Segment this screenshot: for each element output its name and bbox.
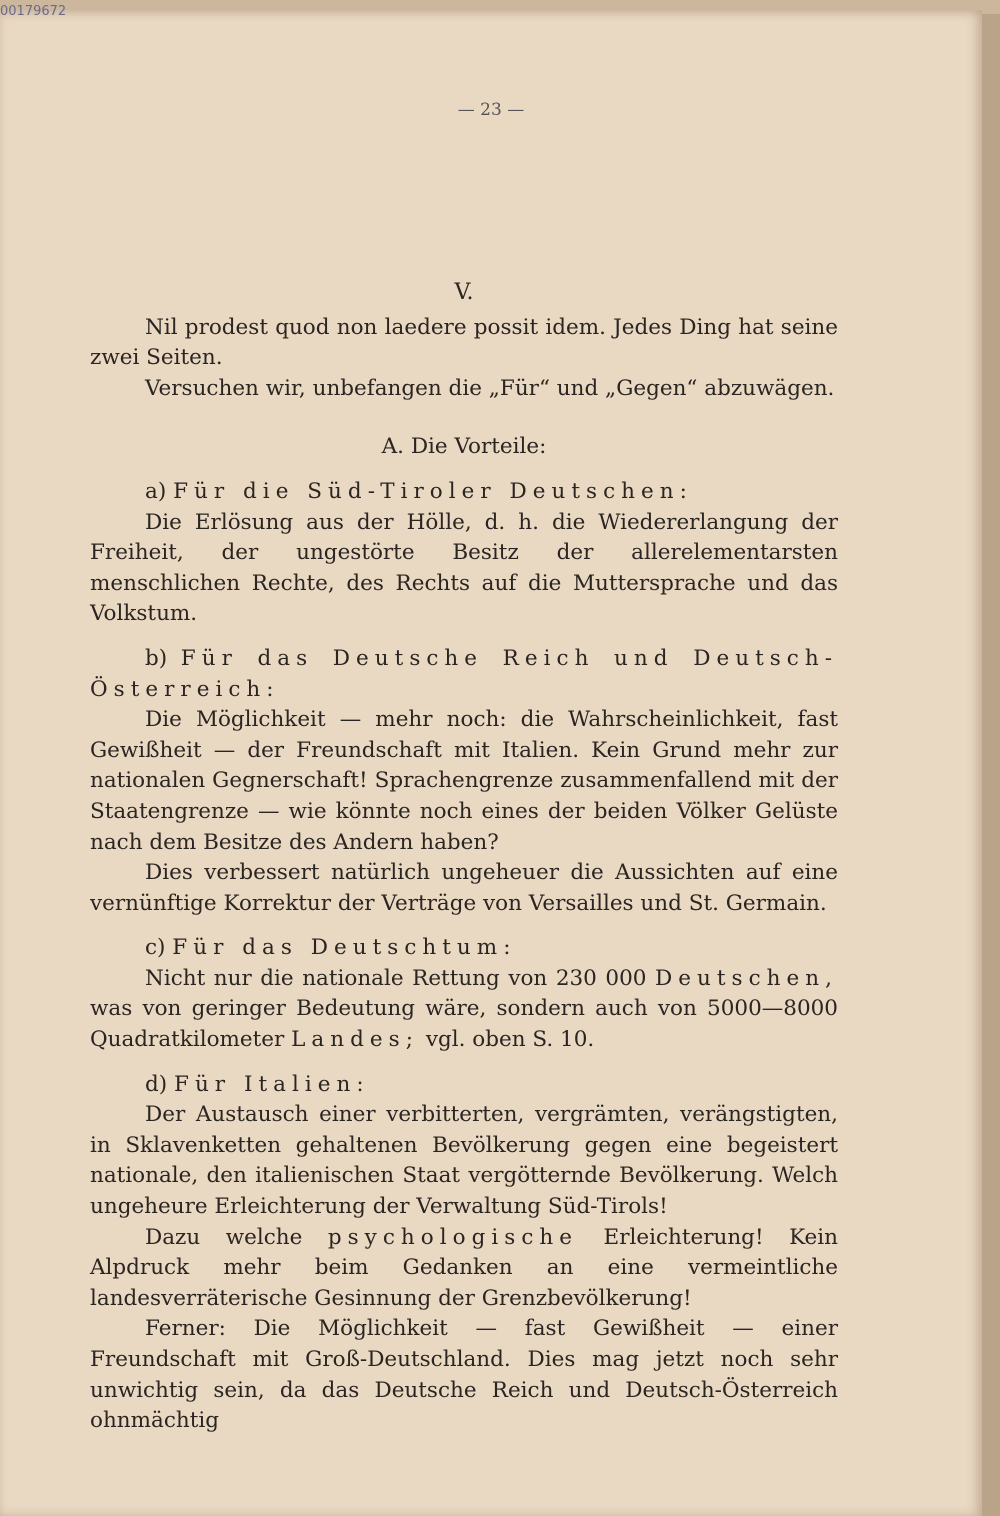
- subheading-d: d) Für Italien:: [145, 1071, 370, 1097]
- paragraph-b-2: Dies verbessert natürlich ungeheuer die Aussichten auf eine vernünftige Korrektur der Verträge von Versailles und St. Germain.: [90, 860, 838, 916]
- subheading-a: a) Für die Süd-Tiroler Deutschen:: [145, 478, 693, 504]
- paragraph-c-1: Nicht nur die nationale Rettung von 230 000 Deutschen, was von geringer Bedeutung wäre, sondern auch von 5000—8000 Quadratkilometer Landes; vgl. oben S. 10.: [90, 965, 838, 1053]
- intro-paragraph-2: Versuchen wir, unbefangen die „Für“ und „Gegen“ abzuwägen.: [145, 375, 835, 401]
- chapter-heading: V.: [454, 280, 474, 305]
- book-page: [0, 4, 982, 1516]
- intro-paragraph-1: Nil prodest quod non laedere possit idem. Jedes Ding hat seine zwei Seiten.: [90, 314, 838, 371]
- paragraph-a-1: Die Erlösung aus der Hölle, d. h. die Wiedererlangung der Freiheit, der ungestörte Besitz der allerelementarsten menschlichen Rechte, des Rechts auf die Muttersprache und das Volkstum.: [90, 509, 838, 627]
- subheading-b: b) Für das Deutsche Reich und Deutsch-Österreich:: [90, 645, 838, 702]
- page-number: — 23 —: [457, 100, 525, 120]
- page-text: [90, 278, 838, 1437]
- archive-id: 00179672: [0, 4, 67, 19]
- subheading-c: c) Für das Deutschtum:: [145, 935, 517, 961]
- paragraph-d-3: Ferner: Die Möglichkeit — fast Gewißheit — einer Freundschaft mit Groß-Deutschland. Dies mag jetzt noch sehr unwichtig sein, da das Deutsche Reich und Deutsch-Österreich ohnmächtig: [90, 1316, 838, 1434]
- paragraph-d-1: Der Austausch einer verbitterten, vergrämten, verängstigten, in Sklavenketten gehaltenen Bevölkerung gegen eine begeistert nationale, den italienischen Staat vergötternde Bevölkerung. Welch ungeheure Erleichterung der Verwaltung Süd-Tirols!: [90, 1102, 838, 1220]
- paragraph-d-2: Dazu welche psychologische Erleichterung! Kein Alpdruck mehr beim Gedanken an eine vermeintliche landesverräterische Gesinnung der Grenzbevölkerung!: [90, 1224, 839, 1311]
- section-title: A. Die Vorteile:: [381, 434, 547, 460]
- paragraph-b-1: Die Möglichkeit — mehr noch: die Wahrscheinlichkeit, fast Gewißheit — der Freundschaft mit Italien. Kein Grund mehr zur nationalen Gegnerschaft! Sprachengrenze zusammenfallend mit der Staatengrenze — wie könnte noch eines der beiden Völker Gelüste nach dem Besitze des Andern haben?: [90, 707, 838, 855]
